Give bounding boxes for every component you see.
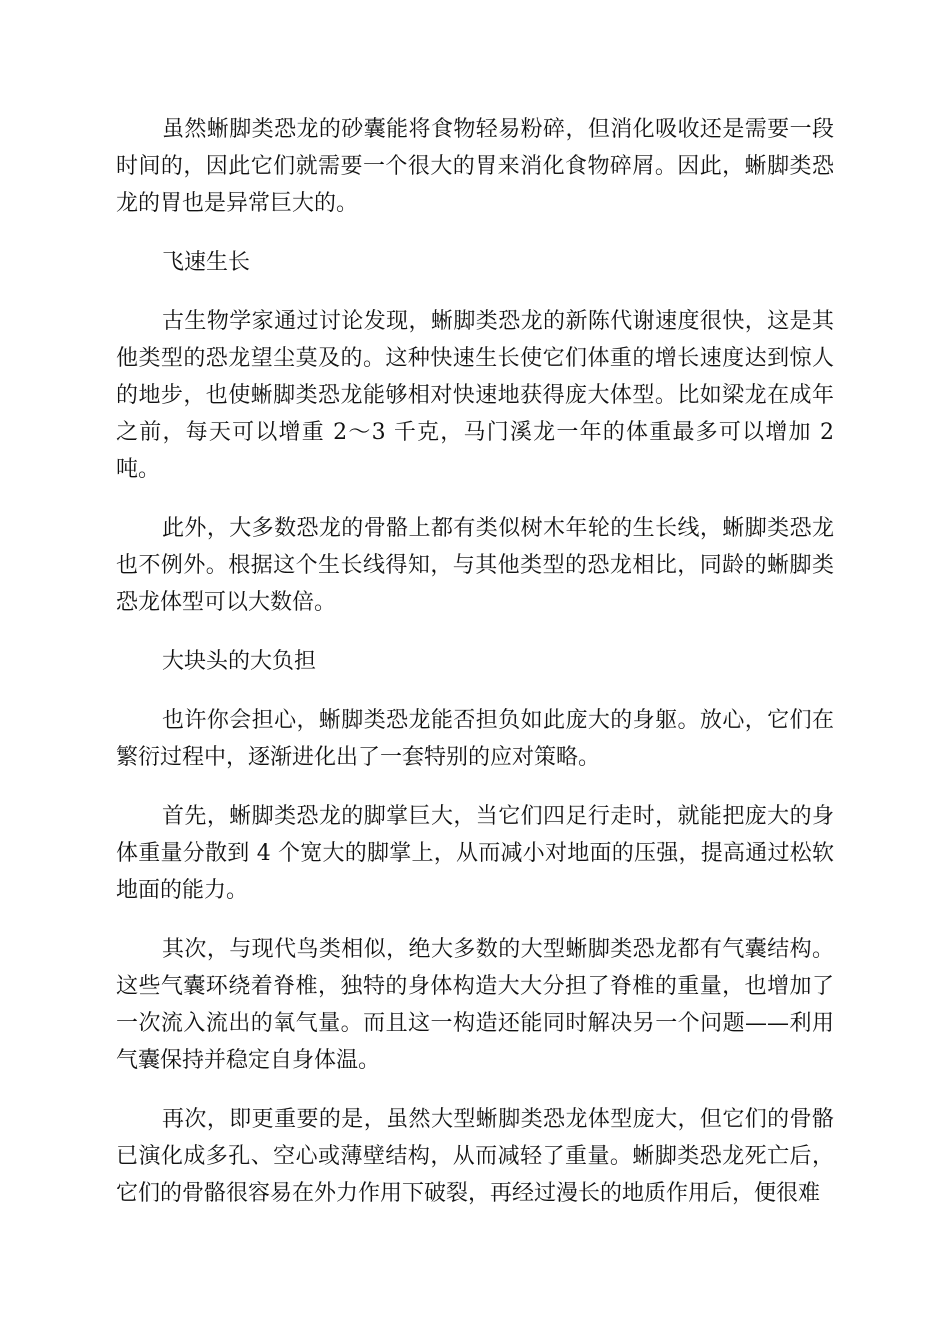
paragraph-hollow-bones: 再次，即更重要的是，虽然大型蜥脚类恐龙体型庞大，但它们的骨骼已演化成多孔、空心或薄壁结构，从而减轻了重量。蜥脚类恐龙死亡后，它们的骨骼很容易在外力作用下破裂，再经过漫长的地质作用后，便很难 — [116, 1107, 834, 1206]
paragraph-metabolism: 古生物学家通过讨论发现，蜥脚类恐龙的新陈代谢速度很快，这是其他类型的恐龙望尘莫及的。这种快速生长使它们体重的增长速度达到惊人的地步，也使蜥脚类恐龙能够相对快速地获得庞大体型。比如梁龙在成年之前，每天可以增重 2～3 千克，马门溪龙一年的体重最多可以增加 2 吨。 — [116, 309, 834, 482]
section-heading-big-burden: 大块头的大负担 — [162, 649, 317, 674]
document-body — [116, 111, 834, 1234]
paragraph-gizzard-stomach: 虽然蜥脚类恐龙的砂囊能将食物轻易粉碎，但消化吸收还是需要一段时间的，因此它们就需要一个很大的胃来消化食物碎屑。因此，蜥脚类恐龙的胃也是异常巨大的。 — [116, 117, 834, 216]
paragraph-air-sacs: 其次，与现代鸟类相似，绝大多数的大型蜥脚类恐龙都有气囊结构。这些气囊环绕着脊椎，独特的身体构造大大分担了脊椎的重量，也增加了一次流入流出的氧气量。而且这一构造还能同时解决另一个问题——利用气囊保持并稳定自身体温。 — [116, 937, 834, 1073]
paragraph-feet: 首先，蜥脚类恐龙的脚掌巨大，当它们四足行走时，就能把庞大的身体重量分散到 4 个宽大的脚掌上，从而减小对地面的压强，提高通过松软地面的能力。 — [116, 804, 834, 903]
section-heading-rapid-growth: 飞速生长 — [162, 250, 251, 275]
paragraph-growth-lines: 此外，大多数恐龙的骨骼上都有类似树木年轮的生长线，蜥脚类恐龙也不例外。根据这个生长线得知，与其他类型的恐龙相比，同龄的蜥脚类恐龙体型可以大数倍。 — [116, 516, 834, 615]
paragraph-strategy-intro: 也许你会担心，蜥脚类恐龙能否担负如此庞大的身躯。放心，它们在繁衍过程中，逐渐进化出了一套特别的应对策略。 — [116, 708, 834, 770]
